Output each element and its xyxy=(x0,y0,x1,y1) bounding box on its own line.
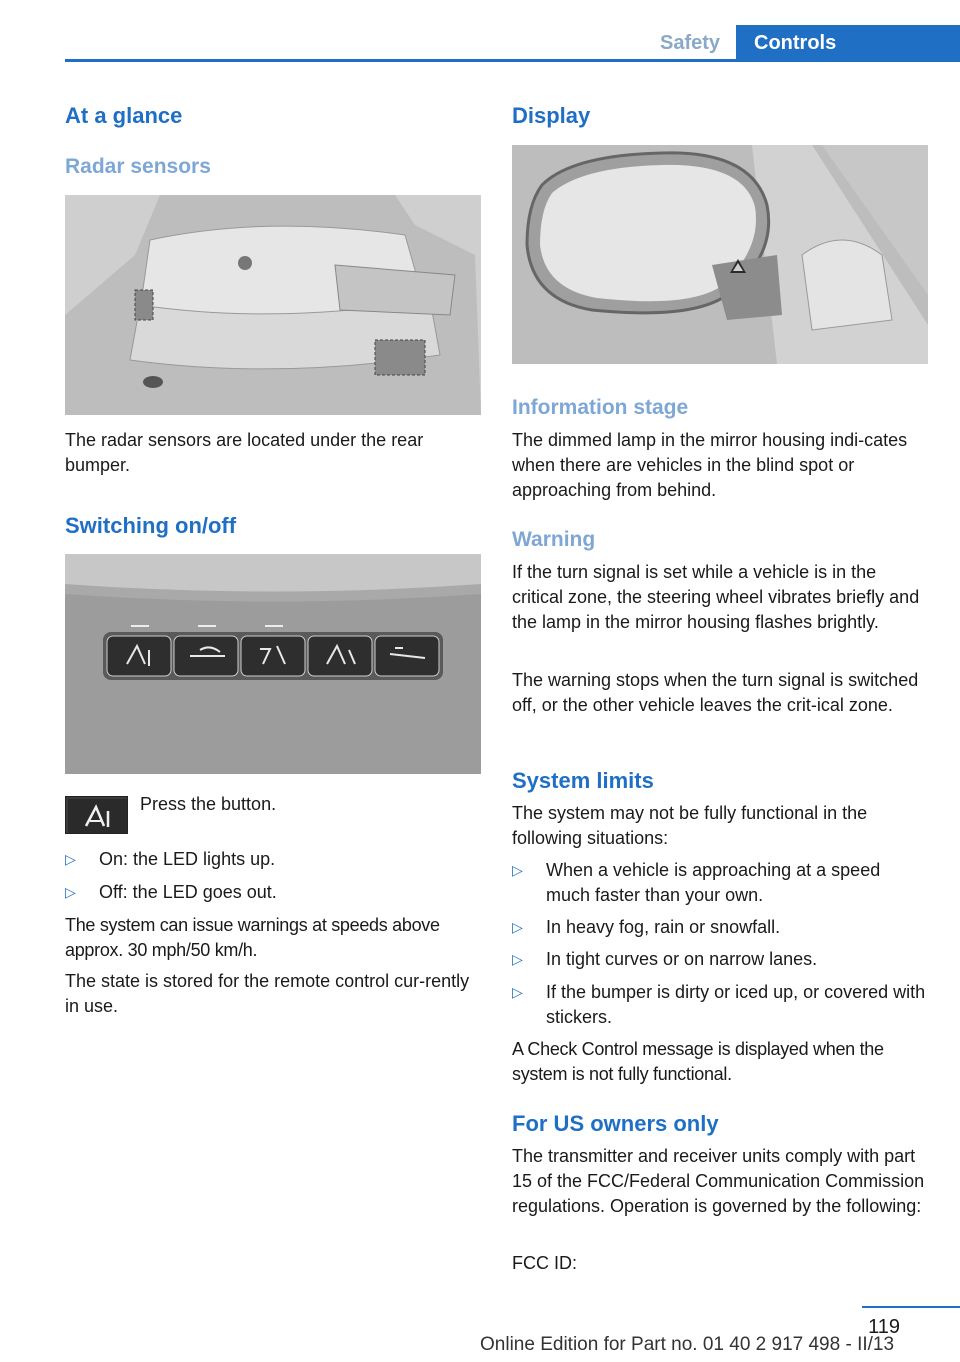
heading-us-owners: For US owners only xyxy=(512,1111,719,1136)
bullet-text: If the bumper is dirty or iced up, or covered with stickers. xyxy=(546,982,926,1027)
bullet-text: In heavy fog, rain or snowfall. xyxy=(546,917,781,937)
heading-at-a-glance: At a glance xyxy=(65,103,183,128)
heading-system-limits: System limits xyxy=(512,768,654,793)
state-text: The state is stored for the remote control cur-rently in use. xyxy=(65,971,470,1016)
bullet-triangle-icon: ▷ xyxy=(512,919,523,935)
heading-switching-on-off: Switching on/off xyxy=(65,513,237,538)
blind-spot-button-icon xyxy=(65,796,128,834)
edition-footer: Online Edition for Part no. 01 40 2 917 498 - II/13 xyxy=(480,1334,895,1355)
tab-controls[interactable]: Controls xyxy=(736,25,960,62)
bullet-triangle-icon: ▷ xyxy=(512,862,523,878)
check-control-text: A Check Control message is displayed when the system is not fully functional. xyxy=(512,1039,884,1084)
warning-text-2: The warning stops when the turn signal is switched off, or the other vehicle leaves the crit-ical zone. xyxy=(512,670,919,715)
bullet-text: Off: the LED goes out. xyxy=(99,882,277,902)
bullet-triangle-icon: ▷ xyxy=(65,884,76,900)
press-button-text: Press the button. xyxy=(140,794,277,814)
speed-text: The system can issue warnings at speeds above approx. 30 mph/50 km/h. xyxy=(65,915,440,960)
information-stage-text: The dimmed lamp in the mirror housing indi-cates when there are vehicles in the blind spot or approaching from behind. xyxy=(512,430,908,500)
bullet-text: In tight curves or on narrow lanes. xyxy=(546,949,818,969)
bullet-text: On: the LED lights up. xyxy=(99,849,276,869)
heading-information-stage: Information stage xyxy=(512,396,689,419)
fcc-id-label: FCC ID: xyxy=(512,1253,577,1273)
heading-display: Display xyxy=(512,103,591,128)
header-rule xyxy=(65,59,960,62)
system-limits-text: The system may not be fully functional in the following situations: xyxy=(512,803,868,848)
heading-warning: Warning xyxy=(512,528,596,551)
us-owners-text: The transmitter and receiver units comply with part 15 of the FCC/Federal Communication Commission regulations. Operation is governed by the following: xyxy=(512,1146,925,1216)
warning-text-1: If the turn signal is set while a vehicle is in the critical zone, the steering wheel vibrates briefly and the lamp in the mirror housing flashes brightly. xyxy=(512,562,920,632)
bullet-triangle-icon: ▷ xyxy=(512,984,523,1000)
footer-rule xyxy=(862,1306,960,1308)
bullet-triangle-icon: ▷ xyxy=(65,851,76,867)
mirror-figure xyxy=(512,145,928,364)
button-panel-figure xyxy=(65,554,481,774)
radar-sensor-figure xyxy=(65,195,481,415)
heading-radar-sensors: Radar sensors xyxy=(65,155,211,178)
radar-location-text: The radar sensors are located under the rear bumper. xyxy=(65,430,424,475)
bullet-text: When a vehicle is approaching at a speed much faster than your own. xyxy=(546,860,881,905)
tab-safety[interactable]: Safety xyxy=(644,25,736,59)
bullet-triangle-icon: ▷ xyxy=(512,951,523,967)
page-number: 119 xyxy=(868,1316,900,1338)
